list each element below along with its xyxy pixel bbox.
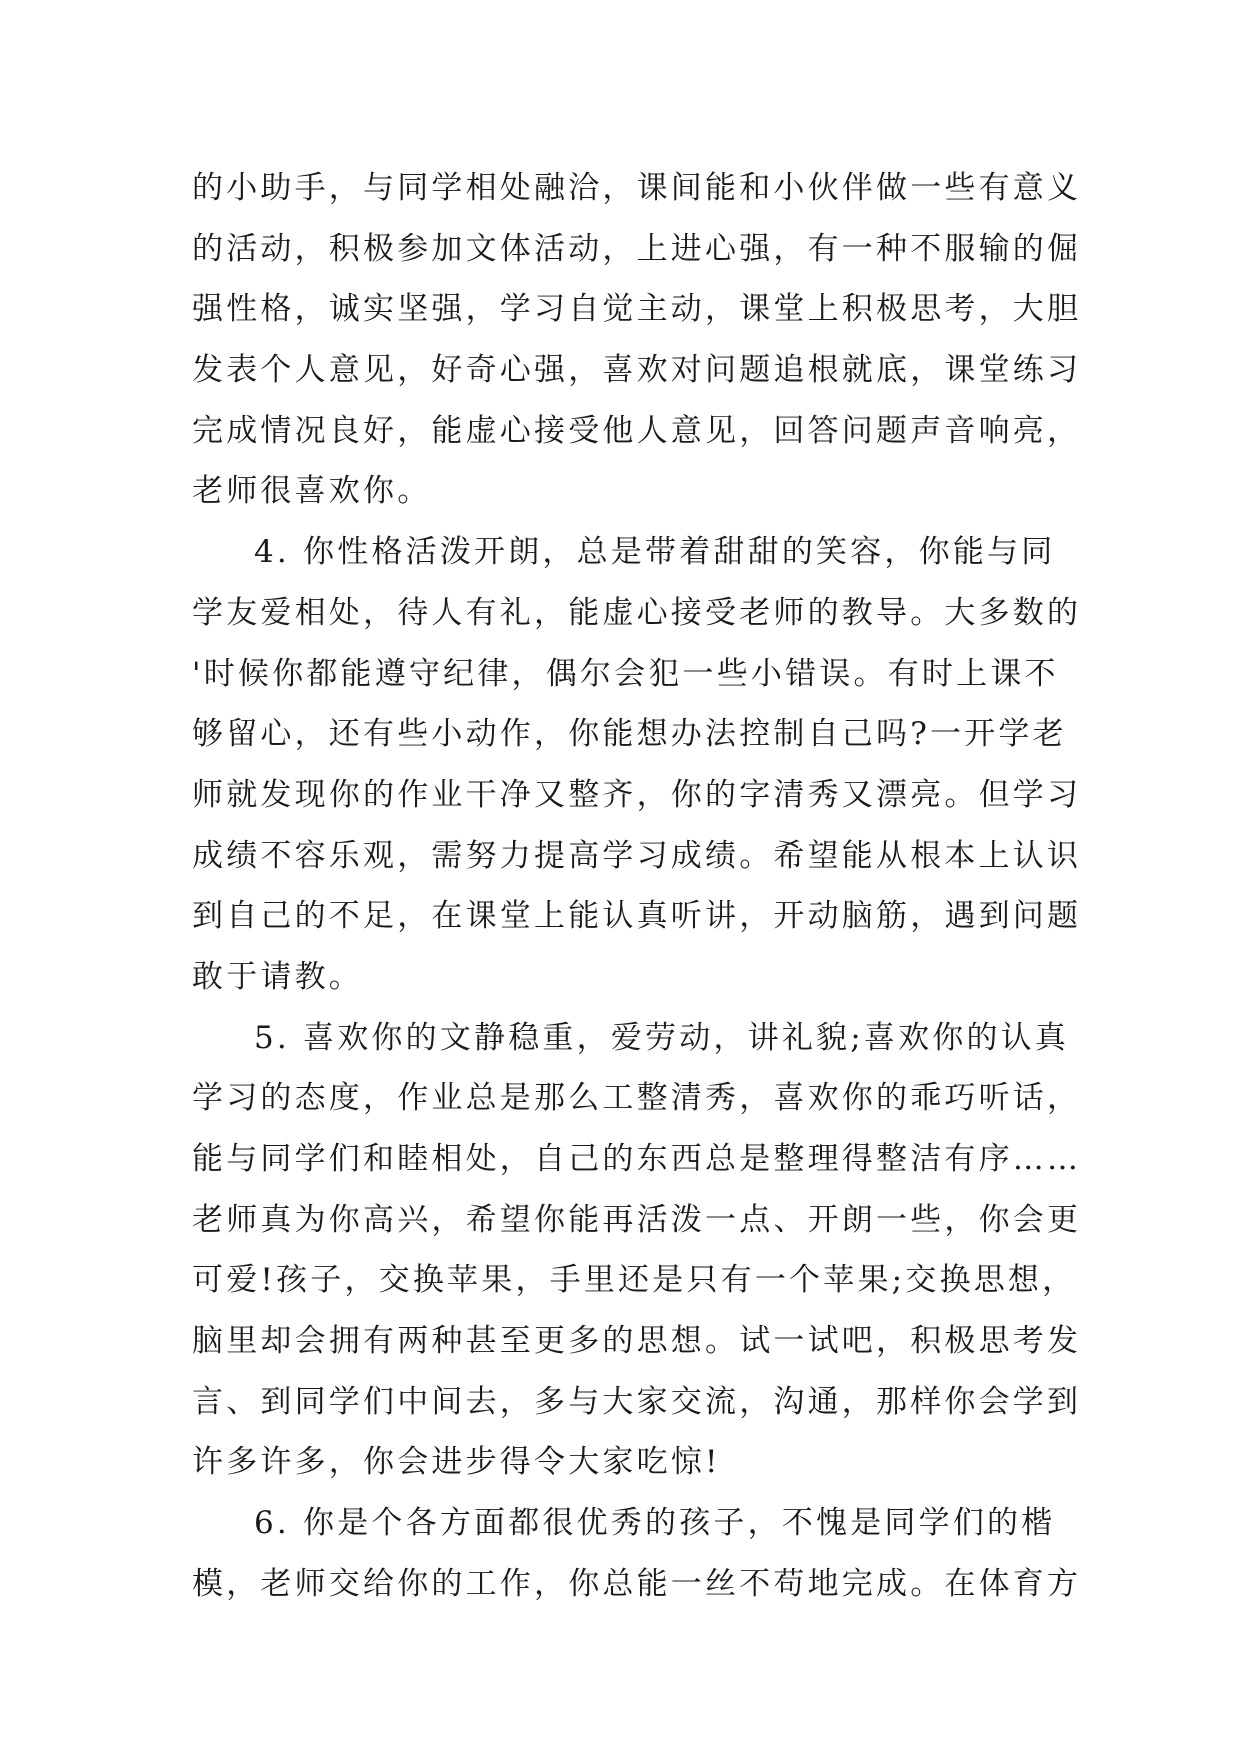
text-line: 言、到同学们中间去，多与大家交流，沟通，那样你会学到 (192, 1383, 1082, 1420)
text-line: 完成情况良好，能虚心接受他人意见，回答问题声音响亮， (192, 412, 1082, 449)
text-line: 的活动，积极参加文体活动，上进心强，有一种不服输的倔 (192, 230, 1082, 267)
paragraph-start-6: 6. 你是个各方面都很优秀的孩子，不愧是同学们的楷 (254, 1505, 1056, 1542)
text-line: 到自己的不足，在课堂上能认真听讲，开动脑筋，遇到问题 (192, 898, 1082, 935)
text-line: 学习的态度，作业总是那么工整清秀，喜欢你的乖巧听话， (192, 1080, 1082, 1117)
text-line: 老师真为你高兴，希望你能再活泼一点、开朗一些，你会更 (192, 1201, 1082, 1238)
document-body (192, 158, 1082, 1615)
text-line: 够留心，还有些小动作，你能想办法控制自己吗?一开学老 (192, 716, 1067, 753)
text-line: 学友爱相处，待人有礼，能虚心接受老师的教导。大多数的 (192, 594, 1082, 631)
text-line: '时候你都能遵守纪律，偶尔会犯一些小错误。有时上课不 (192, 655, 1059, 692)
text-line: 成绩不容乐观，需努力提高学习成绩。希望能从根本上认识 (192, 837, 1082, 874)
text-line: 敢于请教。 (192, 958, 363, 995)
text-line: 发表个人意见，好奇心强，喜欢对问题追根就底，课堂练习 (192, 352, 1082, 389)
text-line: 老师很喜欢你。 (192, 473, 432, 510)
paragraph-start-4: 4. 你性格活泼开朗，总是带着甜甜的笑容，你能与同 (254, 534, 1056, 571)
text-line: 许多许多，你会进步得令大家吃惊! (192, 1444, 721, 1481)
paragraph-start-5: 5. 喜欢你的文静稳重，爱劳动，讲礼貌;喜欢你的认真 (254, 1019, 1070, 1056)
text-line: 能与同学们和睦相处，自己的东西总是整理得整洁有序…… (192, 1141, 1082, 1177)
text-line: 的小助手，与同学相处融洽，课间能和小伙伴做一些有意义 (192, 170, 1082, 206)
text-line: 模，老师交给你的工作，你总能一丝不苟地完成。在体育方 (192, 1565, 1082, 1602)
text-line: 可爱!孩子，交换苹果，手里还是只有一个苹果;交换思想， (192, 1262, 1077, 1299)
text-line: 师就发现你的作业干净又整齐，你的字清秀又漂亮。但学习 (192, 776, 1082, 813)
text-line: 脑里却会拥有两种甚至更多的思想。试一试吧，积极思考发 (192, 1323, 1082, 1360)
text-line: 强性格，诚实坚强，学习自觉主动，课堂上积极思考，大胆 (192, 291, 1082, 328)
